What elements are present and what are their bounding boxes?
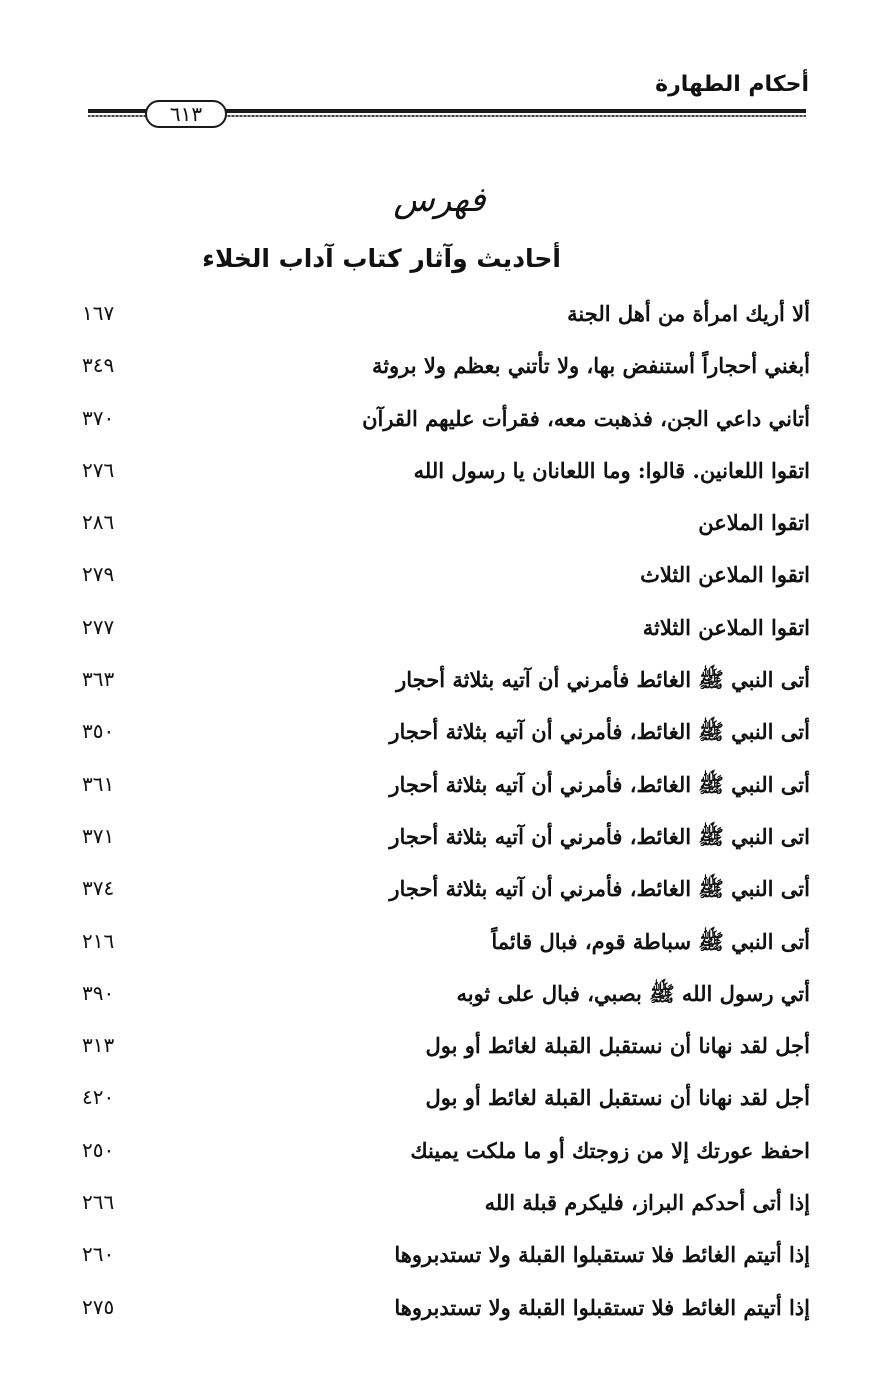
entry-text: إذا أتيتم الغائط فلا تستقبلوا القبلة ولا تستدبروها [394, 1294, 810, 1320]
entry-text: ألا أريك امرأة من أهل الجنة [567, 301, 810, 326]
index-title: فهرس [393, 180, 486, 220]
entry-text: إذا أتى أحدكم البراز، فليكرم قبلة الله [484, 1190, 810, 1216]
entry-text: أجل لقد نهانا أن نستقبل القبلة لغائط أو بول [425, 1085, 810, 1111]
index-entry [60, 346, 810, 398]
entry-page-number: ١٦٧ [82, 301, 115, 325]
entry-text: اتقوا الملاعن [698, 510, 810, 536]
entry-text: اتقوا الملاعن الثلاثة [642, 614, 810, 640]
index-entries [60, 294, 810, 1340]
index-entry [60, 1183, 810, 1235]
index-entry [60, 1131, 810, 1183]
entry-page-number: ٢٦٦ [82, 1190, 115, 1215]
index-entry [60, 1078, 810, 1130]
entry-text: أتى النبي ﷺ الغائط فأمرني أن آتيه بثلاثة أحجار [396, 667, 810, 693]
index-entry [60, 765, 810, 817]
index-entry [60, 817, 810, 869]
entry-text: أتاني داعي الجن، فذهبت معه، فقرأت عليهم القرآن [362, 405, 810, 431]
index-entry [60, 503, 810, 555]
entry-page-number: ٣٧١ [82, 823, 115, 848]
entry-page-number: ٢٧٦ [82, 457, 115, 482]
index-entry [60, 712, 810, 764]
entry-page-number: ٣٩٠ [82, 980, 115, 1005]
entry-page-number: ٢٧٥ [82, 1294, 115, 1319]
entry-text: أتى النبي ﷺ الغائط، فأمرني أن آتيه بثلاثة أحجار [389, 771, 810, 797]
index-entry [60, 922, 810, 974]
entry-page-number: ٢٦٠ [82, 1242, 115, 1267]
index-entry [60, 451, 810, 503]
entry-text: أتي رسول الله ﷺ بصبي، فبال على ثوبه [456, 980, 810, 1006]
entry-page-number: ٢٧٩ [82, 562, 115, 587]
entry-page-number: ٣٧٠ [82, 405, 115, 430]
section-subtitle: أحاديث وآثار كتاب آداب الخلاء [202, 244, 561, 273]
entry-text: أتى النبي ﷺ سباطة قوم، فبال قائماً [491, 928, 810, 954]
entry-page-number: ٢٨٦ [82, 510, 115, 535]
entry-page-number: ٣٦٣ [82, 667, 115, 692]
index-entry [60, 869, 810, 921]
index-entry [60, 608, 810, 660]
entry-text: أجل لقد نهانا أن نستقبل القبلة لغائط أو بول [425, 1033, 810, 1059]
entry-page-number: ٣٤٩ [82, 353, 115, 378]
entry-text: اتقوا الملاعن الثلاث [640, 562, 810, 588]
entry-page-number: ٤٢٠ [82, 1085, 115, 1110]
index-entry [60, 660, 810, 712]
index-entry [60, 1235, 810, 1287]
index-entry [60, 294, 810, 346]
entry-page-number: ٣٧٤ [82, 876, 115, 901]
entry-page-number: ٢١٦ [82, 928, 115, 953]
page-number: ٦١٣ [145, 100, 227, 128]
running-title: أحكام الطهارة [655, 72, 809, 97]
entry-text: أتى النبي ﷺ الغائط، فأمرني أن آتيه بثلاثة أحجار [389, 719, 810, 745]
index-entry [60, 1026, 810, 1078]
entry-page-number: ٣٥٠ [82, 719, 115, 744]
entry-text: اتى النبي ﷺ الغائط، فأمرني أن آتيه بثلاثة أحجار [389, 823, 810, 849]
entry-text: إذا أتيتم الغائط فلا تستقبلوا القبلة ولا تستدبروها [394, 1242, 810, 1268]
entry-page-number: ٣٦١ [82, 771, 115, 796]
entry-text: أتى النبي ﷺ الغائط، فأمرني أن آتيه بثلاثة أحجار [389, 876, 810, 902]
entry-text: أبغني أحجاراً أستنفض بها، ولا تأتني بعظم ولا بروثة [371, 353, 810, 379]
entry-text: احفظ عورتك إلا من زوجتك أو ما ملكت يمينك [410, 1137, 810, 1163]
index-entry [60, 555, 810, 607]
index-entry [60, 399, 810, 451]
index-entry [60, 1288, 810, 1340]
entry-page-number: ٢٥٠ [82, 1137, 115, 1162]
entry-page-number: ٢٧٧ [82, 614, 115, 639]
entry-text: اتقوا اللعانين. قالوا: وما اللعانان يا رسول الله [413, 457, 810, 483]
index-entry [60, 974, 810, 1026]
entry-page-number: ٣١٣ [82, 1033, 115, 1058]
